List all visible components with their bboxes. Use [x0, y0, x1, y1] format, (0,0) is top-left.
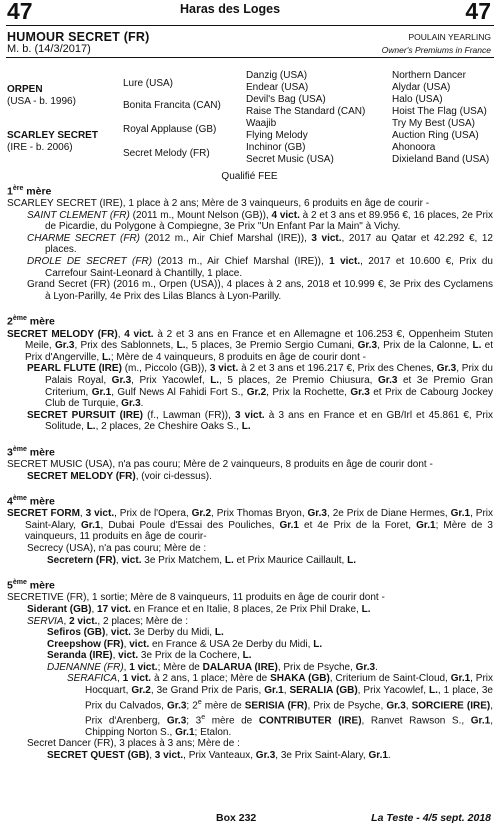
horse-name: HUMOUR SECRET (FR): [7, 30, 150, 44]
gen3-3: Devil's Bag (USA): [246, 94, 326, 105]
family-paragraph: Seranda (IRE), vict. 3e Prix de la Cochere, L.: [47, 650, 252, 662]
gen2-dam-sire: Royal Applause (GB): [123, 124, 217, 135]
premium-note: Owner's Premiums in France: [381, 45, 491, 55]
gen4-5: Try My Best (USA): [392, 118, 475, 129]
family-paragraph: Secretern (FR), vict. 3e Prix Matchem, L. et Prix Maurice Caillault, L.: [47, 554, 356, 566]
section-heading-5th-dam: 5ème mère: [7, 579, 55, 592]
gen4-7: Ahonoora: [392, 142, 436, 153]
gen4-8: Dixieland Band (USA): [392, 154, 490, 165]
family-paragraph: SAINT CLEMENT (FR) (2011 m., Mount Nelson (GB)), 4 vict. à 2 et 3 ans et 89.956 €, 16 places, 2e Prix de Picardie, du Polygone à Compiegne, 3e Prix "Un Enfant Par la Main" à Vichy.: [27, 209, 494, 233]
family-paragraph: SECRET FORM, 3 vict., Prix de l'Opera, Gr.2, Prix Thomas Bryon, Gr.3, 2e Prix de Diane Hermes, Gr.1, Prix Saint-Alary, Gr.1, Dubai Poule d'Essai des Pouliches, Gr.1 et 4e Prix de la Foret, Gr.1; Mère de 3 vainqueurs, 11 produits en âge de courir-: [7, 508, 494, 543]
family-paragraph: SECRET MUSIC (USA), n'a pas couru; Mère de 2 vainqueurs, 8 produits en âge de courir dont -: [7, 458, 433, 470]
dam-name: SCARLEY SECRET: [7, 130, 98, 141]
section-heading-3rd-dam: 3ème mère: [7, 445, 55, 459]
sex-and-birthdate: M. b. (14/3/2017): [7, 43, 91, 55]
family-paragraph: SECRET QUEST (GB), 3 vict., Prix Vanteaux, Gr.3, 3e Prix Saint-Alary, Gr.1.: [47, 749, 391, 761]
family-record: [7, 183, 493, 761]
gen3-6: Flying Melody: [246, 130, 308, 141]
gen4-2: Alydar (USA): [392, 82, 451, 93]
family-paragraph: SECRET PURSUIT (IRE) (f., Lawman (FR)), 3 vict. à 3 ans en France et en GB/Irl et 45.861 €, Prix Solitude, L., 2 places, 2e Cheshire Oaks S., L.: [27, 409, 493, 433]
gen2-sire-sire: Lure (USA): [123, 78, 174, 89]
gen4-6: Auction Ring (USA): [392, 130, 479, 141]
lot-number-right: 47: [465, 0, 491, 24]
family-paragraph: SECRETIVE (FR), 1 sortie; Mère de 8 vainqueurs, 11 produits en âge de courir dont -: [7, 592, 385, 604]
lot-number-left: 47: [7, 0, 33, 24]
box-number: Box 232: [216, 812, 257, 824]
dam-origin: (IRE - b. 2006): [7, 142, 73, 153]
family-paragraph: PEARL FLUTE (IRE) (m., Piccolo (GB)), 3 vict. à 2 et 3 ans et 196.217 €, Prix des Chenes, Gr.3, Prix du Palais Royal, Gr.3, Prix Yacowlef, L., 5 places, 2e Premio Chiusura, Gr.3 et 3e Premio Gran Criterium, Gr.1, Gulf News Al Fahidi Fort S., Gr.2, Prix la Rochette, Gr.3 et Prix de Cabourg Jockey Club de Turquie, Gr.3.: [27, 363, 493, 410]
gen3-1: Danzig (USA): [246, 70, 308, 81]
gen3-8: Secret Music (USA): [246, 154, 334, 165]
section-heading-1st-dam: 1ère mère: [7, 185, 52, 198]
family-paragraph: Siderant (GB), 17 vict. en France et en Italie, 8 places, 2e Prix Phil Drake, L.: [27, 603, 371, 615]
gen2-dam-dam: Secret Melody (FR): [123, 148, 210, 159]
family-paragraph: DJENANNE (FR), 1 vict.; Mère de DALARUA (IRE), Prix de Psyche, Gr.3.: [47, 661, 378, 673]
gen3-2: Endear (USA): [246, 82, 309, 93]
family-paragraph: Creepshow (FR), vict. en France & USA 2e Derby du Midi, L.: [47, 638, 323, 650]
header-rule: [6, 25, 494, 26]
family-paragraph: Grand Secret (FR) (2016 m., Orpen (USA)), 4 places à 2 ans, 2018 et 10.999 €, 3e Prix des Cyclamens à Lyon-Parilly, 4e Prix des Lilas Blancs à Lyon-Parilly.: [27, 279, 493, 302]
family-paragraph: Secret Dancer (FR), 3 places à 3 ans; Mère de :: [27, 738, 240, 750]
family-paragraph: Sefiros (GB), vict. 3e Derby du Midi, L.: [47, 627, 224, 639]
sale-name-date: La Teste - 4/5 sept. 2018: [371, 812, 491, 824]
gen3-7: Inchinor (GB): [246, 142, 306, 153]
gen2-sire-dam: Bonita Francita (CAN): [123, 100, 221, 111]
category-label: POULAIN YEARLING: [408, 32, 491, 42]
sire-origin: (USA - b. 1996): [7, 96, 76, 107]
consignor-name: Haras des Loges: [180, 2, 281, 16]
family-paragraph: DROLE DE SECRET (FR) (2013 m., Air Chief Marshal (IRE)), 1 vict., 2017 et 10.600 €, Prix du Carrefour Saint-Leonard à Chantilly, 1 place.: [27, 256, 493, 279]
section-heading-4th-dam: 4ème mère: [7, 495, 55, 508]
sire-name: ORPEN: [7, 84, 43, 95]
qualification-note: Qualifié FEE: [221, 171, 278, 182]
gen4-1: Northern Dancer: [392, 70, 466, 81]
family-paragraph: SERVIA, 2 vict., 2 places; Mère de :: [27, 615, 189, 627]
family-paragraph: SECRET MELODY (FR), (voir ci-dessus).: [27, 470, 212, 482]
gen3-4: Raise The Standard (CAN): [246, 106, 366, 117]
gen4-3: Halo (USA): [392, 94, 443, 105]
section-heading-2nd-dam: 2ème mère: [7, 315, 55, 328]
gen3-5: Waajib: [246, 118, 277, 129]
family-paragraph: CHARME SECRET (FR) (2012 m., Air Chief Marshal (IRE)), 3 vict., 2017 au Qatar et 42.292 €, 12 places.: [27, 232, 493, 256]
family-paragraph: SECRET MELODY (FR), 4 vict. à 2 et 3 ans en France et en Allemagne et 106.253 €, Oppenheim Stuten Meile, Gr.3, Prix des Sablonnets, L., 5 places, 3e Premio Sergio Cumani, Gr.3, Prix de la Calonne, L. et Prix d'Angerville, L.; Mère de 4 vainqueurs, 8 produits en âge de courir dont -: [7, 328, 493, 363]
pedigree-top-rule: [6, 57, 494, 58]
family-paragraph: Secrecy (USA), n'a pas couru; Mère de :: [27, 543, 207, 555]
family-paragraph: SERAFICA, 1 vict. à 2 ans, 1 place; Mère de SHAKA (GB), Criterium de Saint-Cloud, Gr.1, Prix Hocquart, Gr.2, 3e Grand Prix de Paris, Gr.1, SERALIA (GB), Prix Yacowlef, L., 1 place, 3e Prix du Calvados, Gr.3; 2e mère de SERISIA (FR), Prix de Psyche, Gr.3, SORCIERE (IRE), Prix d'Arenberg, Gr.3; 3e mère de CONTRIBUTER (IRE), Ranvet Rawson S., Gr.1, Chipping Norton S., Gr.1; Etalon.: [67, 673, 494, 738]
family-paragraph: SCARLEY SECRET (IRE), 1 place à 2 ans; Mère de 3 vainqueurs, 6 produits en âge de courir -: [7, 198, 430, 210]
gen4-4: Hoist The Flag (USA): [392, 106, 487, 117]
